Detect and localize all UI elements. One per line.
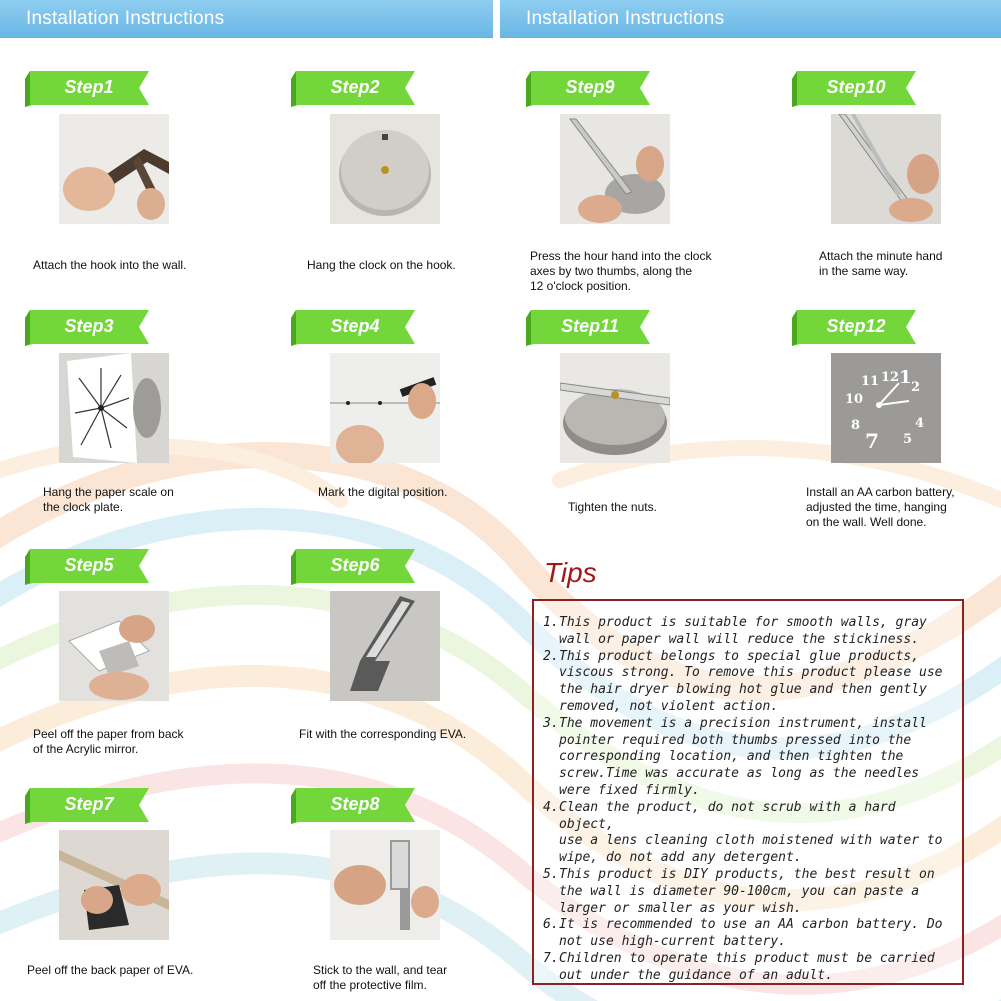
tip-line: were fixed firmly.: [559, 782, 700, 798]
clock-plate-photo: [330, 114, 440, 224]
step-12-label: Step12: [826, 316, 886, 336]
step-9-label: Step9: [565, 77, 615, 97]
tip-line: use a lens cleaning cloth moistened with water to: [559, 833, 943, 849]
step-12-banner: [792, 310, 916, 346]
tip-item: [543, 917, 957, 951]
step-5-caption: [33, 727, 184, 757]
fit-eva-photo: [330, 591, 440, 701]
step-4-banner: [291, 310, 415, 346]
caption-line: in the same way.: [819, 264, 909, 278]
tip-number: 2.: [543, 648, 559, 664]
step-5-label: Step5: [64, 555, 114, 575]
mark-position-photo: [330, 353, 440, 463]
caption-line: Press the hour hand into the clock: [530, 249, 712, 263]
minute-hand-photo: [831, 114, 941, 224]
step-2-caption: [307, 258, 456, 273]
caption-line: the clock plate.: [43, 500, 124, 514]
step-4-caption: [318, 485, 447, 500]
caption-line: Mark the digital position.: [318, 485, 448, 499]
tip-line: The movement is a precision instrument, install: [559, 715, 927, 731]
caption-line: adjusted the time, hanging: [806, 500, 947, 514]
caption-line: off the protective film.: [313, 978, 427, 992]
tips-title: Tips: [544, 557, 597, 588]
tip-line: the wall is diameter 90-100cm, you can paste a: [559, 883, 920, 899]
clock-numeral: 10: [845, 392, 864, 407]
tip-line: Clean the product, do not scrub with a hard object,: [559, 799, 896, 832]
tip-line: It is recommended to use an AA carbon battery. Do: [559, 917, 943, 933]
hour-hand-photo: [560, 114, 670, 224]
peel-paper-photo: [59, 591, 169, 701]
step-10-label: Step10: [826, 77, 886, 97]
hook-photo: [59, 114, 169, 224]
caption-line: Hang the paper scale on: [43, 485, 174, 499]
tip-line: pointer required both thumbs pressed into the: [559, 732, 912, 748]
caption-line: Peel off the back paper of EVA.: [27, 963, 194, 977]
caption-line: on the wall. Well done.: [806, 515, 927, 529]
step-11-caption: [568, 500, 657, 515]
caption-line: Hang the clock on the hook.: [307, 258, 456, 272]
paper-scale-photo: [59, 353, 169, 463]
step-7-caption: [27, 963, 193, 978]
caption-line: Attach the hook into the wall.: [33, 258, 187, 272]
tip-item: [543, 649, 957, 716]
step-11-banner: [526, 310, 650, 346]
tip-line: out under the guidance of an adult.: [559, 967, 833, 983]
tip-line: This product is suitable for smooth walls, gray: [559, 615, 927, 630]
step-6-banner: [291, 549, 415, 585]
tip-line: This product is DIY products, the best result on: [559, 866, 935, 882]
step-10-caption: [819, 249, 942, 279]
stick-wall-photo: [330, 830, 440, 940]
tip-line: Children to operate this product must be carried: [559, 950, 935, 966]
tip-line: wipe, do not add any detergent.: [559, 850, 802, 866]
step-2-label: Step2: [330, 77, 380, 97]
tips-box: [532, 599, 964, 985]
caption-line: Install an AA carbon battery,: [806, 485, 955, 499]
tip-number: 7.: [543, 950, 559, 966]
tip-item: [543, 716, 957, 800]
caption-line: Fit with the corresponding EVA.: [299, 727, 467, 741]
clock-numeral: 5: [903, 432, 913, 447]
caption-line: Tighten the nuts.: [568, 500, 657, 514]
step-8-banner: [291, 788, 415, 824]
step-3-label: Step3: [64, 316, 114, 336]
finished-clock-photo: [831, 353, 941, 463]
caption-line: Attach the minute hand: [819, 249, 943, 263]
step-3-caption: [43, 485, 174, 515]
step-8-label: Step8: [330, 794, 380, 814]
tip-item: [543, 867, 957, 917]
step-9-caption: [530, 249, 711, 294]
step-6-caption: [299, 727, 466, 742]
tip-number: 5.: [543, 866, 559, 882]
tip-number: 3.: [543, 715, 559, 731]
tighten-nuts-photo: [560, 353, 670, 463]
step-4-label: Step4: [330, 316, 380, 336]
clock-numeral: 2: [911, 380, 921, 395]
step-5-banner: [25, 549, 149, 585]
tip-number: 6.: [543, 917, 559, 933]
caption-line: Stick to the wall, and tear: [313, 963, 448, 977]
tip-item: [543, 951, 957, 985]
tip-line: corresponding location, and then tighten the: [559, 749, 904, 765]
header-right-title: Installation Instructions: [526, 8, 725, 29]
clock-numeral: 1: [899, 367, 912, 388]
step-10-banner: [792, 71, 916, 107]
clock-numeral: 7: [865, 429, 879, 453]
step-1-label: Step1: [64, 77, 114, 97]
step-7-banner: [25, 788, 149, 824]
tip-line: the hair dryer blowing hot glue and then gently: [559, 682, 927, 698]
tip-item: [543, 615, 957, 649]
step-6-label: Step6: [330, 555, 380, 575]
tip-number: 4.: [543, 799, 559, 815]
tip-line: removed, not violent action.: [559, 698, 779, 714]
tips-list: [543, 615, 957, 985]
step-1-banner: [25, 71, 149, 107]
clock-numeral: 11: [861, 374, 880, 389]
step-8-caption: [313, 963, 447, 993]
caption-line: Peel off the paper from back: [33, 727, 184, 741]
tip-line: larger or smaller as your wish.: [559, 900, 802, 916]
clock-numeral: 8: [851, 418, 861, 433]
clock-numeral: 12: [881, 370, 900, 385]
header-left: [0, 0, 493, 38]
tip-line: screw.Time was accurate as long as the needles: [559, 766, 920, 782]
step-2-banner: [291, 71, 415, 107]
step-12-caption: [806, 485, 955, 530]
tip-number: 1.: [543, 615, 559, 630]
caption-line: of the Acrylic mirror.: [33, 742, 139, 756]
header-left-title: Installation Instructions: [26, 8, 225, 29]
tip-line: not use high-current battery.: [559, 934, 786, 950]
step-11-label: Step11: [561, 316, 619, 336]
step-7-label: Step7: [64, 794, 114, 814]
header-right: [500, 0, 1001, 38]
step-9-banner: [526, 71, 650, 107]
tip-line: wall or paper wall will reduce the stickiness.: [559, 631, 920, 647]
caption-line: 12 o'clock position.: [530, 279, 632, 293]
step-1-caption: [33, 258, 186, 273]
step-3-banner: [25, 310, 149, 346]
tip-item: [543, 800, 957, 867]
tip-line: This product belongs to special glue products,: [559, 648, 920, 664]
caption-line: axes by two thumbs, along the: [530, 264, 693, 278]
peel-eva-photo: [59, 830, 169, 940]
tip-line: viscous strong. To remove this product please use: [559, 665, 943, 681]
clock-numeral: 4: [915, 416, 925, 431]
